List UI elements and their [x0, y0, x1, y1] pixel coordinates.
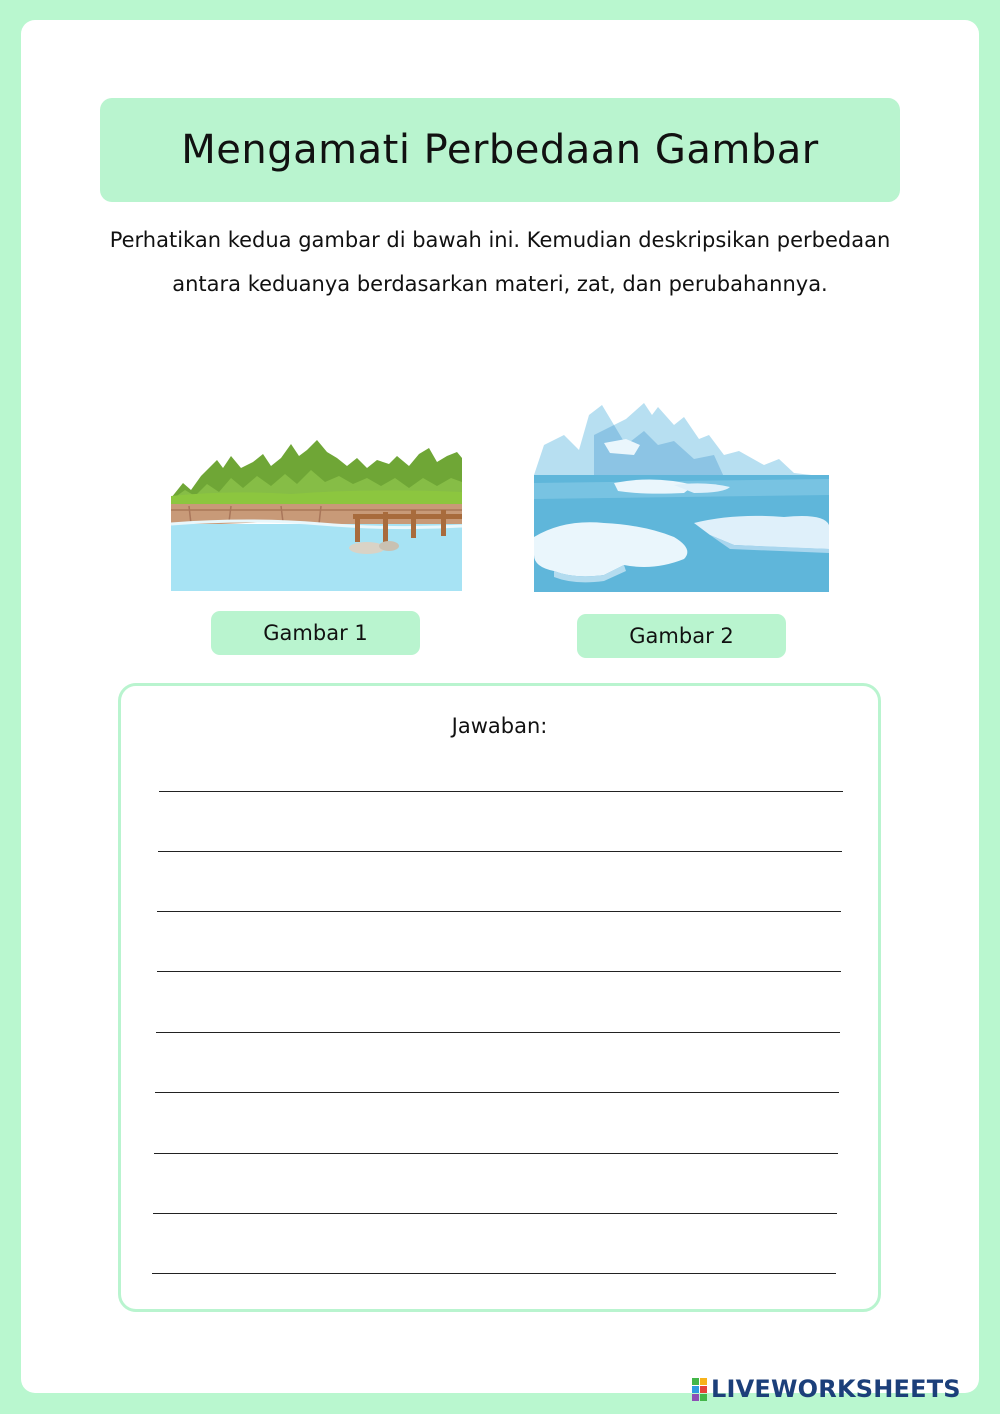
liveworksheets-logo[interactable] — [692, 1374, 961, 1404]
title-banner — [100, 98, 900, 202]
answer-line-7[interactable] — [154, 1153, 838, 1154]
logo-text: LIVEWORKSHEETS — [711, 1375, 961, 1403]
image-label-2 — [577, 614, 786, 658]
answer-box — [118, 683, 881, 1312]
lake-landscape-illustration — [171, 438, 462, 591]
image-label-1-text: Gambar 1 — [263, 621, 368, 645]
answer-line-4[interactable] — [157, 971, 841, 972]
answer-line-9[interactable] — [152, 1273, 836, 1274]
answer-line-3[interactable] — [157, 911, 841, 912]
instructions-text: Perhatikan kedua gambar di bawah ini. Kemudian deskripsikan perbedaan antara keduanya berdasarkan materi, zat, dan perubahannya. — [109, 228, 891, 296]
page-title: Mengamati Perbedaan Gambar — [181, 127, 819, 173]
answer-line-2[interactable] — [158, 851, 842, 852]
answer-line-1[interactable] — [159, 791, 843, 792]
image-label-2-text: Gambar 2 — [629, 624, 734, 648]
answer-line-5[interactable] — [156, 1032, 840, 1033]
iceberg-sea-illustration — [534, 395, 829, 592]
answer-line-6[interactable] — [155, 1092, 839, 1093]
answer-label: Jawaban: — [451, 714, 548, 738]
logo-mark-icon — [692, 1378, 707, 1401]
answer-line-8[interactable] — [153, 1213, 837, 1214]
image-label-1 — [211, 611, 420, 655]
